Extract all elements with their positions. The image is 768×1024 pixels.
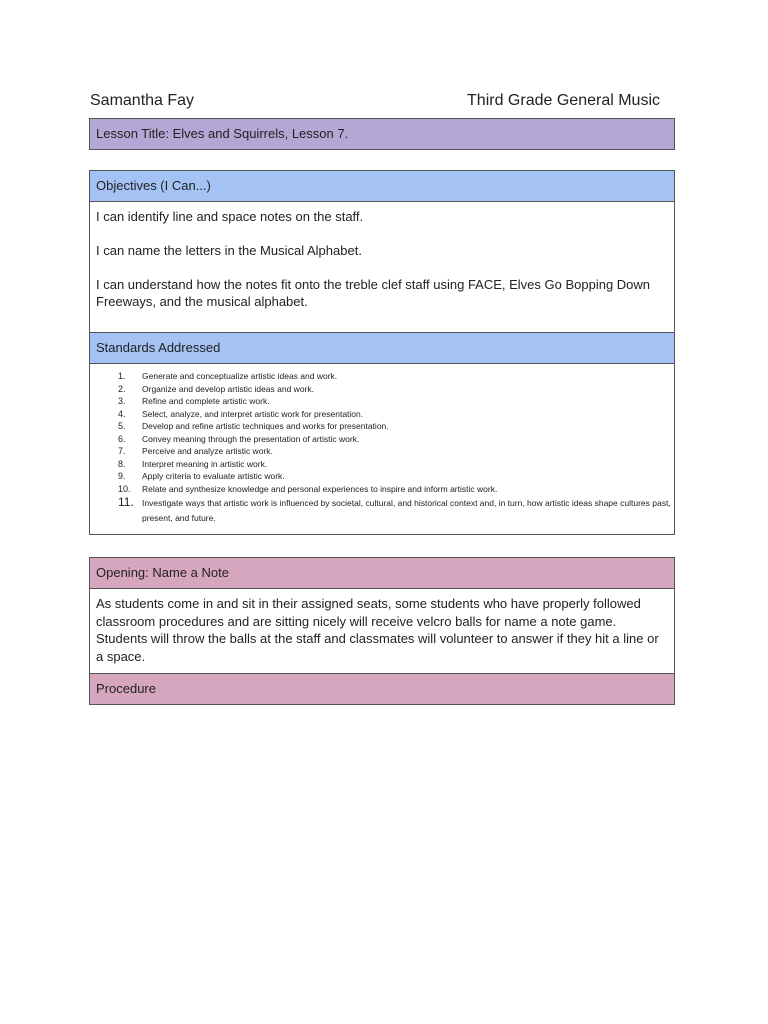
course-name: Third Grade General Music xyxy=(467,92,660,109)
standard-number: 1. xyxy=(118,371,126,381)
author-name: Samantha Fay xyxy=(90,92,195,109)
objectives-heading: Objectives (I Can...) xyxy=(90,171,674,201)
standard-text: Convey meaning through the presentation of artistic work. xyxy=(142,433,360,444)
standard-text: Apply criteria to evaluate artistic work. xyxy=(142,471,285,481)
standard-item xyxy=(90,408,674,421)
standard-text: Select, analyze, and interpret artistic work for presentation. xyxy=(142,408,364,419)
standard-text: Refine and complete artistic work. xyxy=(142,396,270,406)
opening-heading: Opening: Name a Note xyxy=(90,558,674,588)
standard-text: Interpret meaning in artistic work. xyxy=(142,458,268,469)
standard-number: 6. xyxy=(118,433,126,444)
standard-number: 8. xyxy=(118,458,126,469)
opening-body: As students come in and sit in their assigned seats, some students who have properly followed classroom procedures and are sitting nicely will receive velcro balls for name a note game. Students will throw the balls at the staff and classmates will volunteer to answer if they hit a line or a space. xyxy=(96,596,659,664)
standard-item xyxy=(90,445,674,458)
standard-item xyxy=(90,458,674,471)
standard-number: 10. xyxy=(118,483,131,494)
opening-procedure-box xyxy=(89,557,675,705)
standard-text: Perceive and analyze artistic work. xyxy=(142,446,273,456)
objectives-body xyxy=(90,202,674,332)
objectives-standards-box xyxy=(89,170,675,535)
objective-item: I can understand how the notes fit onto the treble clef staff using FACE, Elves Go Bopping Down Freeways, and the musical alphabet. xyxy=(96,277,651,309)
standards-list xyxy=(90,370,674,526)
standard-item xyxy=(90,370,674,383)
standard-number: 2. xyxy=(118,383,126,394)
standard-number: 5. xyxy=(118,421,126,431)
standards-heading: Standards Addressed xyxy=(90,333,674,363)
objective-item: I can name the letters in the Musical Alphabet. xyxy=(96,243,362,258)
standard-item xyxy=(90,433,674,446)
standard-text: Relate and synthesize knowledge and personal experiences to inspire and inform artistic work. xyxy=(142,483,498,494)
standard-text: Organize and develop artistic ideas and work. xyxy=(142,383,314,394)
standard-number: 11. xyxy=(118,495,134,509)
standard-number: 3. xyxy=(118,396,126,406)
standard-item xyxy=(90,420,674,433)
lesson-title-box xyxy=(89,118,675,150)
standard-text: Develop and refine artistic techniques and works for presentation. xyxy=(142,421,389,431)
lesson-title: Lesson Title: Elves and Squirrels, Lesson 7. xyxy=(90,119,674,149)
standard-item xyxy=(90,483,674,496)
document-header xyxy=(90,92,674,116)
standards-body xyxy=(90,364,674,534)
standard-item xyxy=(90,495,674,526)
standard-item xyxy=(90,383,674,396)
standard-item xyxy=(90,470,674,483)
standard-text: Generate and conceptualize artistic ideas and work. xyxy=(142,371,338,381)
standard-number: 7. xyxy=(118,446,126,456)
objective-item: I can identify line and space notes on the staff. xyxy=(96,209,364,224)
procedure-heading: Procedure xyxy=(90,674,674,704)
standard-item xyxy=(90,395,674,408)
standard-number: 4. xyxy=(118,408,126,419)
standard-text: Investigate ways that artistic work is influenced by societal, cultural, and historical context and, in turn, how artistic ideas shape cultures past, present, and future. xyxy=(142,498,671,523)
standard-number: 9. xyxy=(118,471,126,481)
